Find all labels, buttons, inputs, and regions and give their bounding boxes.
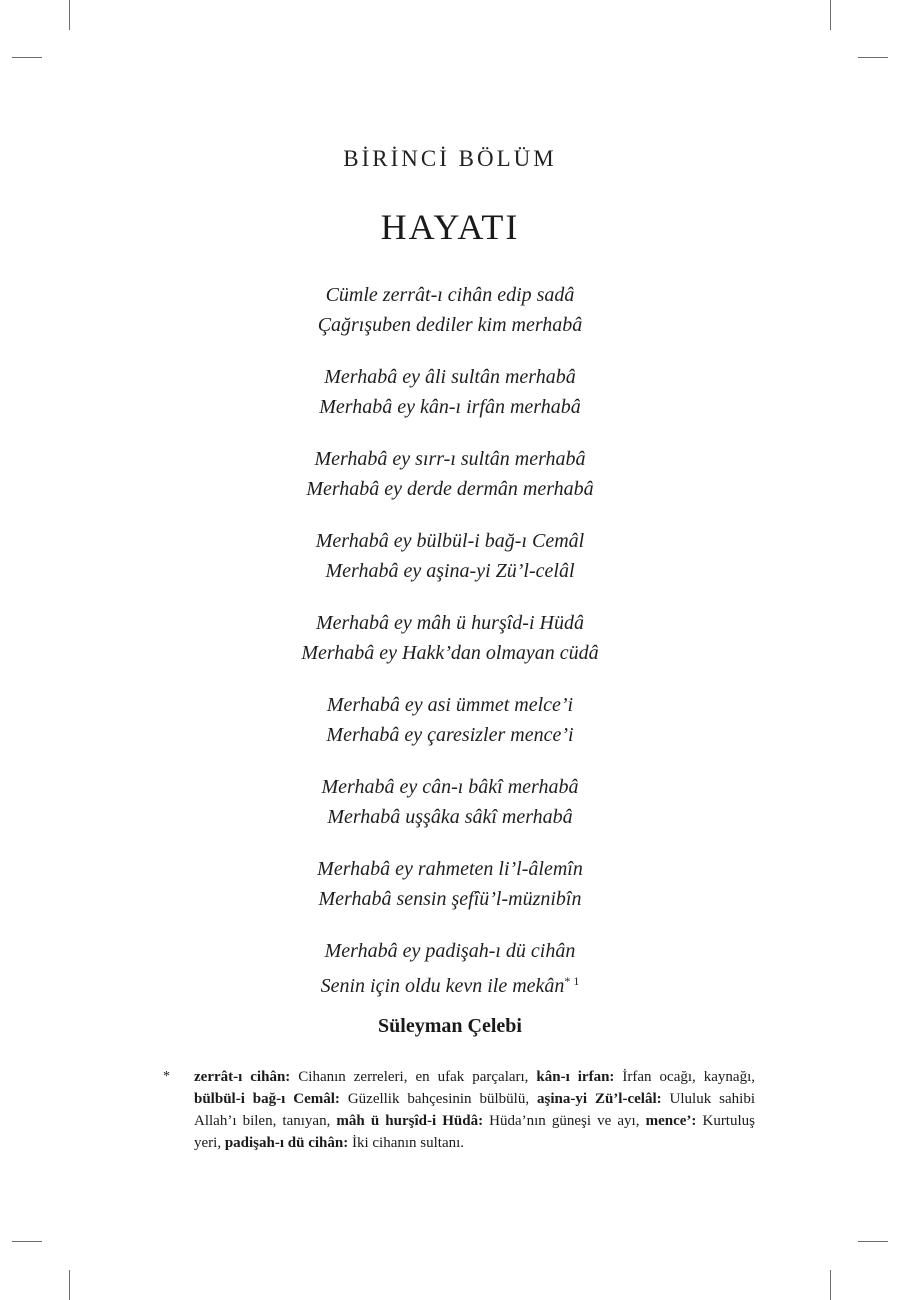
stanza	[0, 854, 900, 914]
poem-line: Merhabâ ey aşina-yi Zü’l-celâl	[325, 560, 575, 582]
crop-mark	[830, 1270, 831, 1300]
poem-line-last	[0, 966, 900, 996]
footnote-reference[interactable]: * 1	[564, 974, 580, 988]
poem-line: Merhabâ ey mâh ü hurşîd-i Hüdâ	[316, 612, 584, 634]
stanza	[0, 444, 900, 504]
glossary-term: zerrât-ı cihân:	[194, 1069, 291, 1085]
crop-mark	[858, 1241, 888, 1242]
glossary-term: mâh ü hurşîd-i Hüdâ:	[336, 1113, 484, 1129]
glossary-term: padişah-ı dü cihân:	[224, 1135, 349, 1151]
footnote-marker: *	[163, 1069, 170, 1084]
poem-line: Merhabâ ey Hakk’dan olmayan cüdâ	[301, 642, 599, 664]
glossary-term: kân-ı irfan:	[536, 1069, 615, 1085]
crop-mark	[858, 57, 888, 58]
glossary-definition: Güzellik bahçesinin bülbülü,	[339, 1091, 538, 1107]
poem-line: Merhabâ ey derde dermân merhabâ	[306, 478, 594, 500]
poem-line: Merhabâ ey rahmeten li’l-âlemîn	[317, 858, 583, 880]
poem-line: Merhabâ ey cân-ı bâkî merhabâ	[321, 776, 579, 798]
glossary-term: aşina-yi Zü’l-celâl:	[537, 1091, 662, 1107]
crop-mark	[12, 1241, 42, 1242]
footnote	[163, 1066, 755, 1154]
crop-mark	[69, 0, 70, 30]
poem-line: Merhabâ ey çaresizler mence’i	[326, 724, 574, 746]
poem-line: Merhabâ uşşâka sâkî merhabâ	[327, 806, 573, 828]
glossary-definition: Hüda’nın güneşi ve ayı,	[483, 1113, 646, 1129]
stanza	[0, 936, 900, 996]
poem	[0, 280, 900, 1018]
author-name: Süleyman Çelebi	[378, 1015, 522, 1037]
stanza	[0, 526, 900, 586]
poem-line-text: Senin için oldu kevn ile mekân	[320, 975, 565, 997]
crop-mark	[12, 57, 42, 58]
stanza	[0, 608, 900, 668]
poem-line: Merhabâ ey asi ümmet melce’i	[326, 694, 574, 716]
poem-line: Merhabâ ey âli sultân merhabâ	[324, 366, 576, 388]
poem-line: Merhabâ ey sırr-ı sultân merhabâ	[314, 448, 586, 470]
crop-mark	[830, 0, 831, 30]
glossary-definition: Cihanın zerreleri, en ufak parçaları,	[290, 1069, 537, 1085]
chapter-label: BİRİNCİ BÖLÜM	[343, 146, 557, 171]
poem-line: Merhabâ ey kân-ı irfân merhabâ	[319, 396, 581, 418]
stanza	[0, 362, 900, 422]
glossary-definition: Ululuk sahibi Allah’ı bilen, tanıyan,	[194, 1091, 755, 1129]
poem-line: Merhabâ sensin şefîü’l-müznibîn	[318, 888, 582, 910]
page-title: HAYATI	[380, 207, 520, 247]
glossary-term: mence’:	[645, 1113, 697, 1129]
poem-line: Merhabâ ey padişah-ı dü cihân	[324, 940, 576, 962]
glossary-term: bülbül-i bağ-ı Cemâl:	[194, 1091, 340, 1107]
stanza	[0, 280, 900, 340]
stanza	[0, 690, 900, 750]
stanza	[0, 772, 900, 832]
glossary-definition: Kurtuluş yeri,	[194, 1113, 755, 1151]
glossary-definition: İrfan ocağı, kaynağı,	[614, 1069, 755, 1085]
poem-line: Cümle zerrât-ı cihân edip sadâ	[325, 284, 575, 306]
crop-mark	[69, 1270, 70, 1300]
poem-line: Merhabâ ey bülbül-i bağ-ı Cemâl	[315, 530, 585, 552]
poem-line: Çağrışuben dediler kim merhabâ	[317, 314, 583, 336]
footnote-body	[194, 1066, 755, 1154]
glossary-definition: İki cihanın sultanı.	[348, 1135, 465, 1151]
